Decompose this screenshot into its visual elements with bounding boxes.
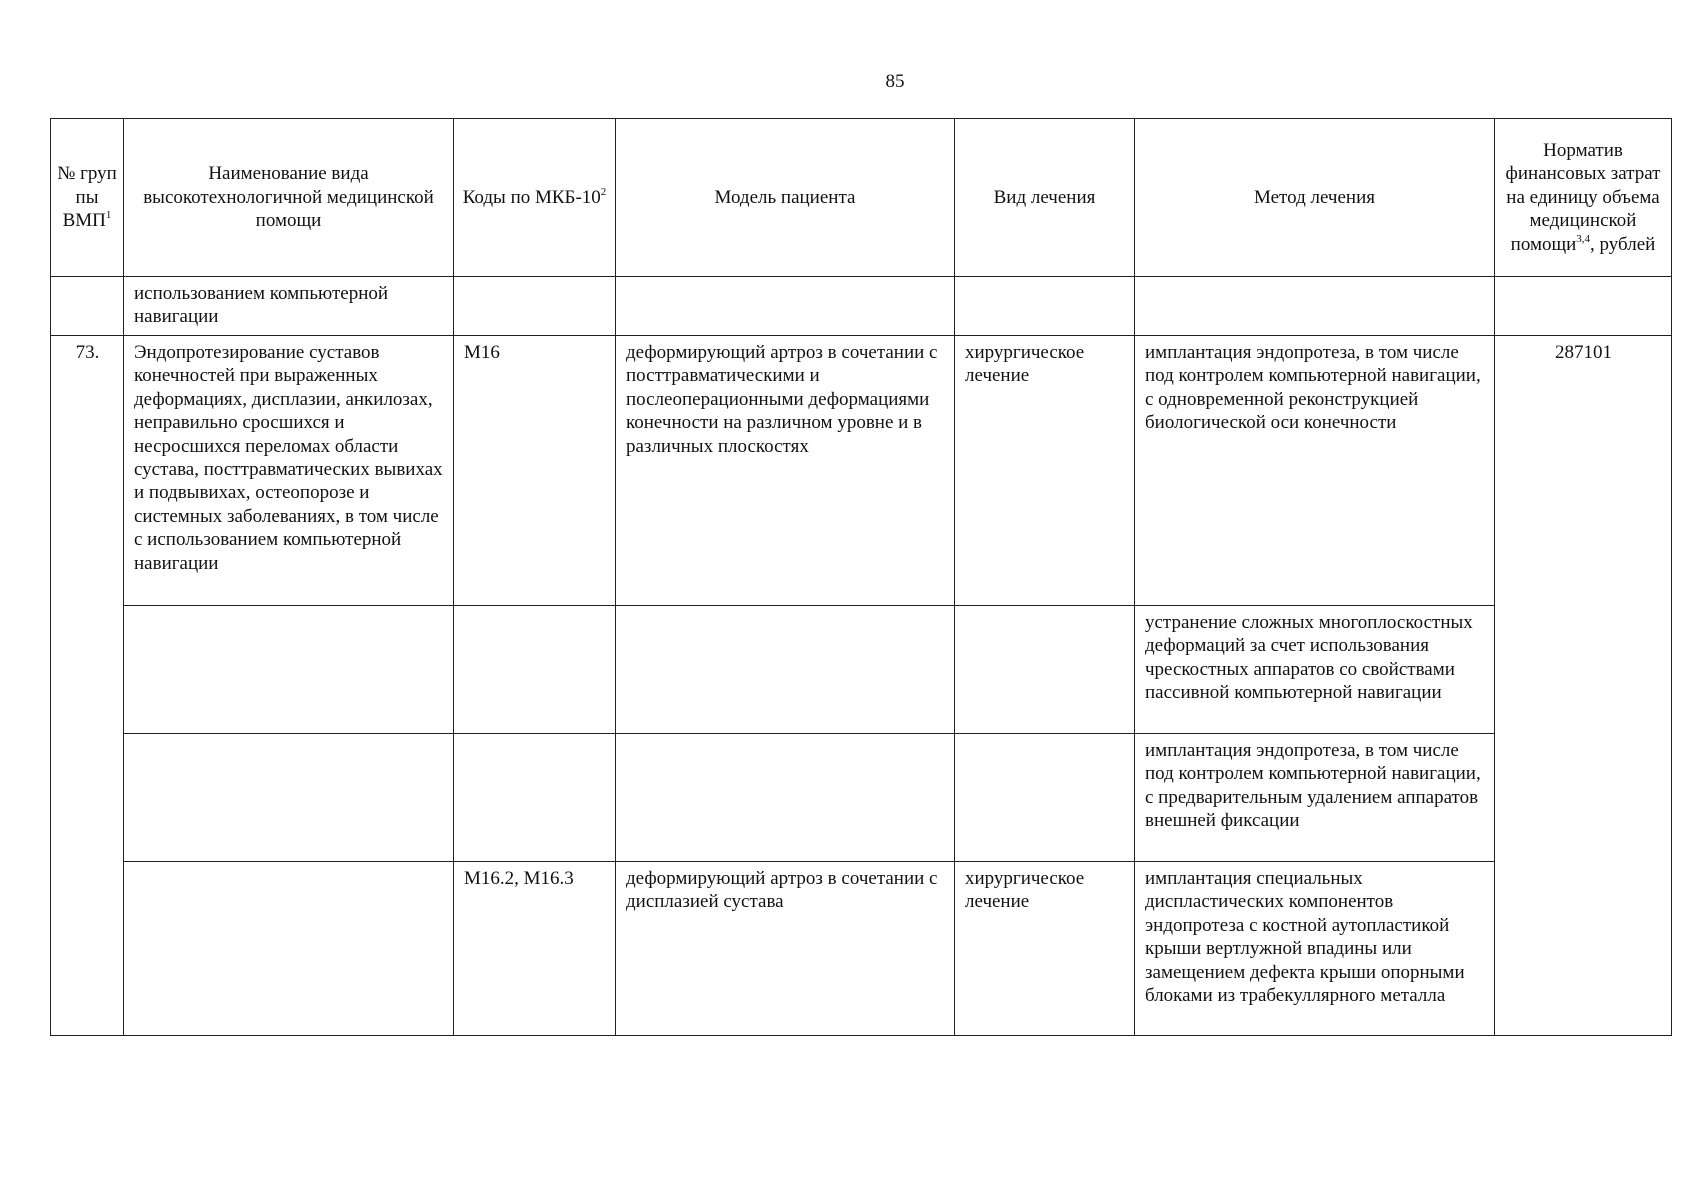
cell-treatment-method: имплантация специальных диспластических компонентов эндопротеза с костной аутопластикой крыши вертлужной впадины или замещением дефекта крыши опорными блоками из трабекуллярного металла — [1135, 862, 1495, 1036]
cell-treatment-type — [955, 606, 1135, 734]
cell-empty — [955, 277, 1135, 336]
cell-treatment-type — [955, 734, 1135, 862]
header-patient-model: Модель пациента — [616, 119, 955, 277]
header-group-number: № груп пы ВМП$^1$ — [51, 119, 124, 277]
cell-treatment-type: хирургическое лечение — [955, 336, 1135, 606]
header-icd-codes: Коды по МКБ-$10^2$ — [454, 119, 616, 277]
header-treatment-method: Метод лечения — [1135, 119, 1495, 277]
table-row — [51, 606, 1672, 734]
cell-empty — [124, 862, 454, 1036]
table-row — [51, 336, 1672, 606]
cell-treatment-method: устранение сложных многоплоскостных деформаций за счет использования чрескостных аппаратов со свойствами пассивной компьютерной навигации — [1135, 606, 1495, 734]
cell-cost-norm: 287101 — [1495, 336, 1672, 1036]
cell-icd-codes — [454, 606, 616, 734]
cell-patient-model: деформирующий артроз в сочетании с дисплазией сустава — [616, 862, 955, 1036]
cell-empty — [1495, 277, 1672, 336]
table-header-row — [51, 119, 1672, 277]
cell-treatment-method: имплантация эндопротеза, в том числе под контролем компьютерной навигации, с предварительным удалением аппаратов внешней фиксации — [1135, 734, 1495, 862]
cell-care-name: использованием компьютерной навигации — [124, 277, 454, 336]
cell-empty — [124, 606, 454, 734]
cell-treatment-type: хирургическое лечение — [955, 862, 1135, 1036]
cell-patient-model — [616, 734, 955, 862]
header-cost-norm: Норматив финансовых затрат на единицу объема медицинской помощи$^{3,4}$, рублей — [1495, 119, 1672, 277]
vmp-table — [50, 118, 1672, 1036]
cell-icd-codes: M16.2, M16.3 — [454, 862, 616, 1036]
cell-icd-codes: M16 — [454, 336, 616, 606]
cell-empty — [124, 734, 454, 862]
cell-patient-model: деформирующий артроз в сочетании с посттравматическими и послеоперационными деформациями конечности на различном уровне и в различных плоскостях — [616, 336, 955, 606]
cell-treatment-method: имплантация эндопротеза, в том числе под контролем компьютерной навигации, с одновременной реконструкцией биологической оси конечности — [1135, 336, 1495, 606]
cell-empty — [616, 277, 955, 336]
page-number: 85 — [885, 71, 905, 92]
table-row — [51, 734, 1672, 862]
header-treatment-type: Вид лечения — [955, 119, 1135, 277]
header-care-name: Наименование вида высокотехнологичной медицинской помощи — [124, 119, 454, 277]
cell-empty — [1135, 277, 1495, 336]
table-row-continuation — [51, 277, 1672, 336]
cell-icd-codes — [454, 734, 616, 862]
cell-care-name: Эндопротезирование суставов конечностей при выраженных деформациях, дисплазии, анкилозах, неправильно сросшихся и несросшихся переломах области сустава, посттравматических вывихах и подвывихах, остеопорозе и системных заболеваниях, в том числе с использованием компьютерной навигации — [124, 336, 454, 606]
table-row — [51, 862, 1672, 1036]
cell-empty — [51, 277, 124, 336]
cell-empty — [454, 277, 616, 336]
cell-patient-model — [616, 606, 955, 734]
cell-group-number: 73. — [51, 336, 124, 1036]
